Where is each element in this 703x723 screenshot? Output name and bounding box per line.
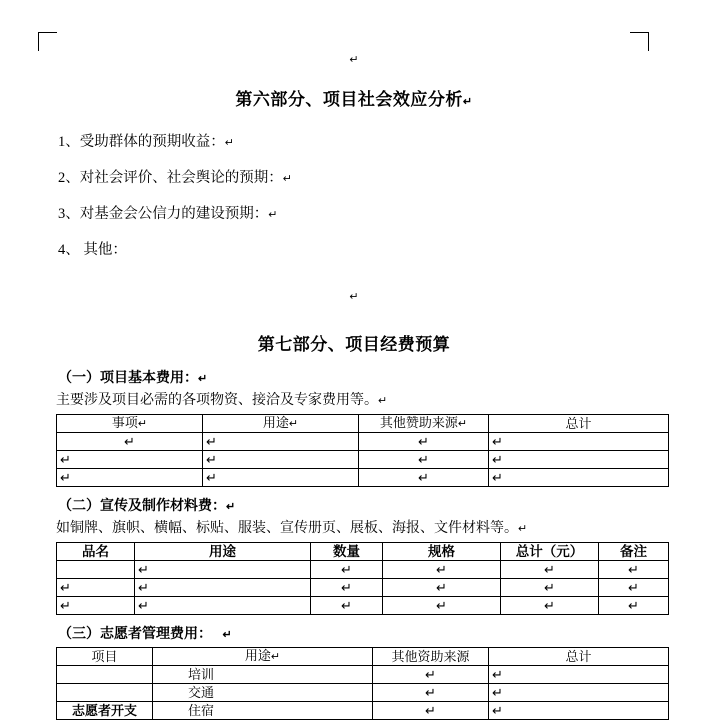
table-cell[interactable]: ↵ bbox=[501, 579, 599, 597]
table-header-cell: 总计 bbox=[489, 648, 669, 666]
document-content bbox=[48, 52, 660, 720]
block-3-title: （三）志愿者管理费用： ↵ bbox=[58, 627, 232, 642]
volunteer-management-cost-table bbox=[56, 647, 669, 720]
table-header-cell: 其他赞助来源↵ bbox=[359, 415, 489, 433]
table-header-cell: 用途↵ bbox=[203, 415, 359, 433]
block-1-description: 主要涉及项目必需的各项物资、接洽及专家费用等。↵ bbox=[56, 393, 388, 408]
paragraph-mark-middle: ↵ bbox=[349, 291, 359, 303]
table-cell[interactable]: ↵ bbox=[135, 597, 311, 615]
section-6-heading: 第六部分、项目社会效应分析↵ bbox=[235, 90, 473, 109]
table-row bbox=[57, 597, 669, 615]
table-cell[interactable]: ↵ bbox=[57, 469, 203, 487]
table-header-cell: 用途 bbox=[135, 543, 311, 561]
crop-mark-top-right bbox=[630, 32, 649, 51]
table-cell[interactable]: ↵ bbox=[599, 579, 669, 597]
table-cell[interactable]: ↵ bbox=[203, 451, 359, 469]
block-1-title: （一）项目基本费用：↵ bbox=[58, 371, 208, 386]
table-cell[interactable]: ↵ bbox=[203, 469, 359, 487]
table-cell[interactable]: ↵ bbox=[489, 469, 669, 487]
table-cell[interactable]: ↵ bbox=[359, 469, 489, 487]
table-header-row bbox=[57, 415, 669, 433]
promotion-material-cost-table bbox=[56, 542, 669, 615]
table-cell[interactable]: ↵ bbox=[373, 666, 489, 684]
table-row bbox=[57, 579, 669, 597]
table-header-cell: 数量 bbox=[311, 543, 383, 561]
table-cell[interactable]: ↵ bbox=[359, 451, 489, 469]
table-cell[interactable]: ↵ bbox=[135, 579, 311, 597]
table-cell[interactable]: ↵ bbox=[599, 561, 669, 579]
table-row bbox=[57, 433, 669, 451]
table-cell[interactable]: ↵ bbox=[311, 579, 383, 597]
table-cell[interactable]: ↵ bbox=[311, 597, 383, 615]
table-cell[interactable]: ↵ bbox=[489, 666, 669, 684]
block-2-table-wrap bbox=[48, 542, 660, 615]
table-row bbox=[57, 561, 669, 579]
table-cell[interactable]: ↵ bbox=[383, 561, 501, 579]
table-header-cell: 备注 bbox=[599, 543, 669, 561]
table-row bbox=[57, 451, 669, 469]
table-cell[interactable]: 志愿者开支 bbox=[57, 702, 153, 720]
table-cell[interactable]: 住宿 bbox=[153, 702, 373, 720]
table-row bbox=[57, 469, 669, 487]
block-2-title: （二）宣传及制作材料费：↵ bbox=[58, 499, 236, 514]
table-header-cell: 总计（元） bbox=[501, 543, 599, 561]
list-item: 2、对社会评价、社会舆论的预期：↵ bbox=[58, 170, 292, 186]
block-2-description: 如铜牌、旗帜、横幅、标贴、服装、宣传册页、展板、海报、文件材料等。↵ bbox=[56, 521, 528, 536]
table-cell[interactable]: ↵ bbox=[57, 579, 135, 597]
table-header-cell: 总计 bbox=[489, 415, 669, 433]
table-header-cell: 品名 bbox=[57, 543, 135, 561]
block-1-table-wrap bbox=[48, 414, 660, 487]
table-cell[interactable]: 交通 bbox=[153, 684, 373, 702]
table-cell[interactable]: ↵ bbox=[489, 684, 669, 702]
table-row bbox=[57, 702, 669, 720]
basic-cost-table bbox=[56, 414, 669, 487]
table-cell[interactable]: ↵ bbox=[501, 561, 599, 579]
table-header-cell: 事项↵ bbox=[57, 415, 203, 433]
table-cell[interactable]: ↵ bbox=[203, 433, 359, 451]
table-cell[interactable]: ↵ bbox=[383, 597, 501, 615]
table-cell[interactable]: 培训 bbox=[153, 666, 373, 684]
table-cell[interactable]: ↵ bbox=[57, 451, 203, 469]
table-cell[interactable]: ↵ bbox=[311, 561, 383, 579]
table-header-cell: 其他资助来源 bbox=[373, 648, 489, 666]
section-7-heading: 第七部分、项目经费预算 bbox=[257, 335, 451, 354]
crop-mark-top-left bbox=[38, 32, 57, 51]
table-cell[interactable]: ↵ bbox=[359, 433, 489, 451]
table-cell[interactable] bbox=[57, 666, 153, 684]
table-cell[interactable]: ↵ bbox=[135, 561, 311, 579]
block-3-table-wrap bbox=[48, 647, 660, 720]
table-cell[interactable] bbox=[57, 684, 153, 702]
table-cell[interactable] bbox=[57, 561, 135, 579]
list-item: 4、 其他： bbox=[58, 242, 127, 258]
table-cell[interactable]: ↵ bbox=[489, 433, 669, 451]
table-header-row bbox=[57, 648, 669, 666]
table-row bbox=[57, 684, 669, 702]
table-header-cell: 项目 bbox=[57, 648, 153, 666]
list-item: 3、对基金会公信力的建设预期：↵ bbox=[58, 206, 278, 222]
table-header-row bbox=[57, 543, 669, 561]
table-cell[interactable]: ↵ bbox=[489, 702, 669, 720]
paragraph-mark-top: ↵ bbox=[349, 54, 359, 66]
list-item: 1、受助群体的预期收益：↵ bbox=[58, 134, 234, 150]
table-row bbox=[57, 666, 669, 684]
table-cell[interactable]: ↵ bbox=[383, 579, 501, 597]
section-6-item-list bbox=[48, 132, 660, 261]
table-header-cell: 用途↵ bbox=[153, 648, 373, 666]
table-cell[interactable]: ↵ bbox=[501, 597, 599, 615]
table-cell[interactable]: ↵ bbox=[599, 597, 669, 615]
table-cell[interactable]: ↵ bbox=[373, 684, 489, 702]
table-cell[interactable]: ↵ bbox=[57, 597, 135, 615]
table-cell[interactable]: ↵ bbox=[57, 433, 203, 451]
table-cell[interactable]: ↵ bbox=[373, 702, 489, 720]
table-cell[interactable]: ↵ bbox=[489, 451, 669, 469]
table-header-cell: 规格 bbox=[383, 543, 501, 561]
